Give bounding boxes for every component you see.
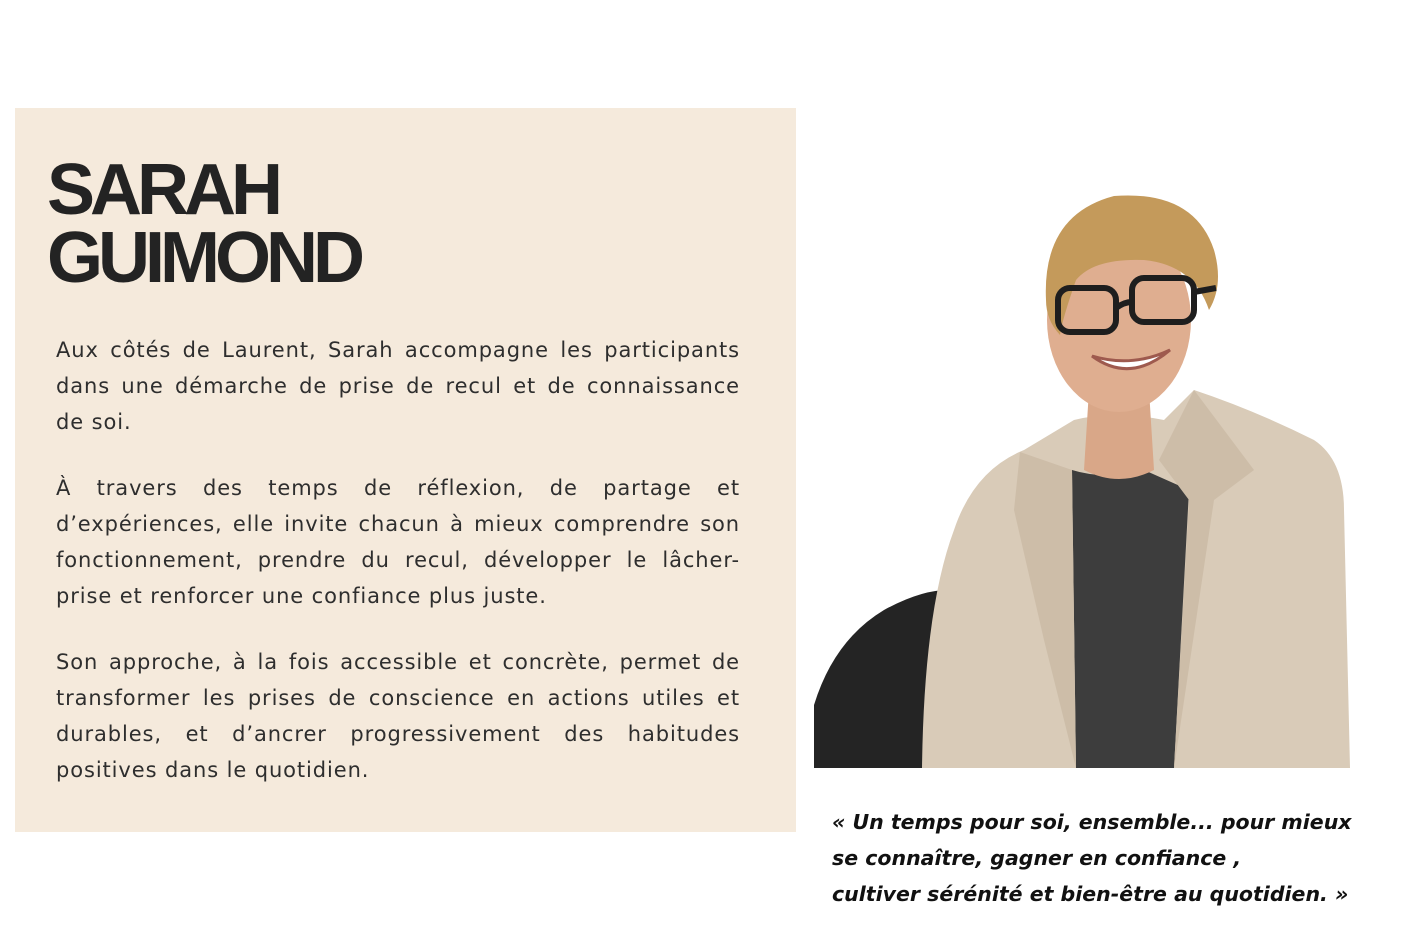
name-last: GUIMOND (47, 218, 360, 298)
quote (832, 804, 1392, 912)
quote-line-3: cultiver sérénité et bien-être au quotidien. » (832, 882, 1349, 906)
quote-line-2: se connaître, gagner en confiance , (832, 846, 1242, 870)
shirt (1072, 470, 1189, 768)
portrait-photo (814, 170, 1374, 768)
bio-paragraph-1: Aux côtés de Laurent, Sarah accompagne les participants dans une démarche de prise de recul et de connaissance de soi. (56, 338, 740, 434)
quote-line-1: « Un temps pour soi, ensemble... pour mieux (832, 810, 1352, 834)
bio-text (56, 332, 740, 818)
person-name (47, 150, 360, 298)
bio-card (15, 108, 796, 832)
bio-paragraph-3: Son approche, à la fois accessible et concrète, permet de transformer les prises de conscience en actions utiles et durables, et d’ancrer progressivement des habitudes positives dans le quotidien. (56, 650, 740, 782)
name-first: SARAH (47, 150, 279, 230)
bio-paragraph-2: À travers des temps de réflexion, de partage et d’expériences, elle invite chacun à mieux comprendre son fonctionnement, prendre du recul, développer le lâcher-prise et renforcer une confiance plus juste. (56, 476, 740, 608)
